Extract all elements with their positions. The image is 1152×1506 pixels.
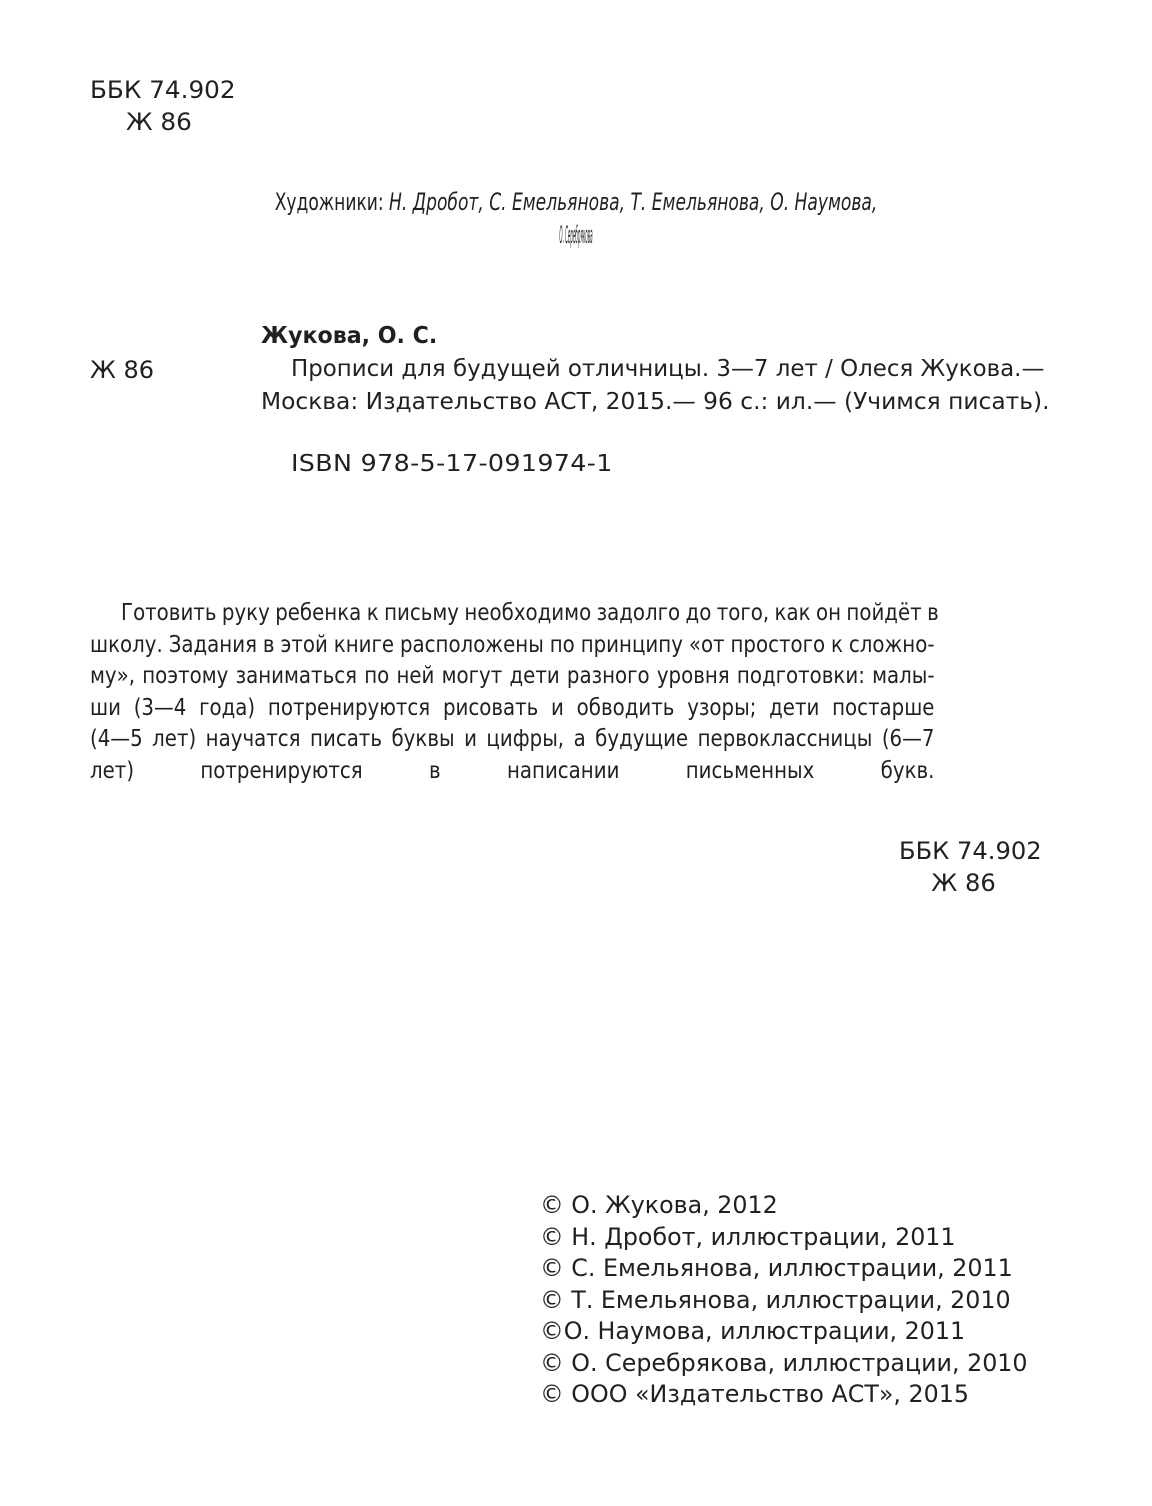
annotation-word: буквы	[391, 726, 455, 752]
illustrators-names: Н. Дробот, С. Емельянова, Т. Емельянова, О. Наумова,	[389, 188, 878, 216]
annotation-word: в	[262, 631, 275, 658]
annotation-word: будущие	[595, 726, 689, 752]
annotation-word: «от	[688, 631, 725, 658]
illustrators-credit	[0, 186, 1152, 252]
annotation-word: обводить	[576, 694, 675, 721]
annotation-line	[90, 661, 1072, 693]
annotation-word: (4—5	[90, 726, 143, 752]
annotation-word: и	[464, 726, 477, 752]
annotation-word: необходимо	[464, 600, 592, 626]
author-mark: Ж 86	[125, 108, 192, 136]
annotation-word: разного	[566, 663, 650, 689]
annotation-word: писать	[310, 726, 382, 752]
annotation-word: уровня	[656, 663, 730, 689]
annotation-word: рисовать	[442, 694, 539, 721]
annotation-word: руку	[221, 600, 270, 626]
annotation-word: первоклассницы	[697, 726, 873, 752]
annotation-word: Задания	[168, 631, 258, 658]
annotation-paragraph	[90, 598, 1072, 787]
illustrators-line-2: О. Серебрякова	[559, 221, 593, 249]
annotation-word: лет)	[152, 726, 197, 752]
annotation-word: как	[774, 600, 811, 626]
annotation-word: узоры;	[687, 694, 757, 721]
copyright-list	[540, 1190, 1028, 1411]
annotation-line	[90, 724, 1072, 756]
illustrators-label: Художники:	[274, 188, 390, 216]
annotation-word: пойдёт	[846, 600, 922, 626]
annotation-word: постарше	[832, 694, 935, 721]
record-author-mark: Ж 86	[90, 356, 155, 384]
annotation-line	[90, 598, 1072, 630]
annotation-line	[90, 693, 1072, 725]
bbk-index: ББК 74.902	[899, 837, 1042, 865]
annotation-word: му»,	[90, 663, 136, 689]
annotation-word: того,	[716, 600, 770, 626]
annotation-word: сложно-	[848, 631, 935, 658]
isbn: ISBN 978-5-17-091974-1	[291, 451, 613, 477]
annotation-word: Готовить	[121, 600, 217, 626]
record-title-line: Прописи для будущей отличницы. 3—7 лет / Олеся Жукова.—	[291, 356, 1045, 382]
copyright-line: © Н. Дробот, иллюстрации, 2011	[540, 1222, 956, 1251]
classification-code-top	[90, 74, 236, 138]
annotation-word: в	[927, 600, 939, 626]
annotation-word: к	[830, 631, 843, 658]
annotation-word: малы-	[872, 663, 935, 689]
annotation-line	[90, 630, 1072, 662]
annotation-word: простого	[730, 631, 826, 658]
annotation-word: букв.	[880, 757, 935, 784]
record-publication-line: Москва: Издательство АСТ, 2015.— 96 с.: ил.— (Учимся писать).	[261, 389, 1050, 415]
annotation-word: (3—4	[133, 694, 187, 721]
annotation-word: могут	[441, 663, 503, 689]
annotation-word: принципу	[580, 631, 683, 658]
annotation-word: ребенка	[275, 600, 362, 626]
copyright-line: ©О. Наумова, иллюстрации, 2011	[540, 1317, 966, 1345]
annotation-word: расположены	[399, 631, 544, 658]
annotation-word: лет)	[90, 757, 135, 784]
annotation-word: цифры,	[486, 726, 565, 752]
annotation-word: дети	[509, 663, 560, 689]
author-mark: Ж 86	[931, 869, 996, 897]
annotation-word: поэтому	[142, 663, 229, 689]
annotation-word: научатся	[205, 726, 301, 752]
bbk-index: ББК 74.902	[90, 76, 236, 104]
annotation-word: по	[364, 663, 390, 689]
annotation-word: написании	[506, 757, 620, 784]
annotation-word: потренируются	[200, 757, 363, 784]
illustrators-line-1	[166, 186, 986, 219]
annotation-word: до	[685, 600, 712, 626]
annotation-word: ши	[90, 694, 121, 721]
annotation-word: а	[573, 726, 586, 752]
annotation-word: по	[549, 631, 575, 658]
classification-code-bottom	[899, 835, 1042, 899]
annotation-word: письму	[384, 600, 460, 626]
copyright-line: © С. Емельянова, иллюстрации, 2011	[540, 1254, 1013, 1282]
annotation-word: потренируются	[267, 694, 431, 721]
annotation-word: письменных	[685, 757, 815, 784]
annotation-word: дети	[769, 694, 820, 721]
copyright-line: © О. Жукова, 2012	[540, 1191, 778, 1219]
annotation-word: ней	[396, 663, 435, 689]
copyright-line: © О. Серебрякова, иллюстрации, 2010	[540, 1348, 1028, 1377]
copyright-line: © ООО «Издательство АСТ», 2015	[540, 1380, 969, 1408]
annotation-word: и	[551, 694, 564, 721]
annotation-line	[90, 756, 1072, 788]
annotation-word: подготовки:	[736, 663, 865, 689]
annotation-word: года)	[199, 694, 256, 721]
annotation-word: (6—7	[881, 726, 935, 752]
annotation-word: книге	[333, 631, 395, 658]
annotation-word: он	[815, 600, 842, 626]
record-author: Жукова, О. С.	[261, 323, 438, 349]
annotation-word: в	[428, 757, 441, 784]
annotation-word: заниматься	[235, 663, 358, 689]
annotation-word: к	[366, 600, 379, 626]
copyright-line: © Т. Емельянова, иллюстрации, 2010	[540, 1285, 1011, 1314]
annotation-word: задолго	[596, 600, 681, 626]
annotation-word: этой	[280, 631, 328, 658]
annotation-word: школу.	[90, 631, 163, 658]
